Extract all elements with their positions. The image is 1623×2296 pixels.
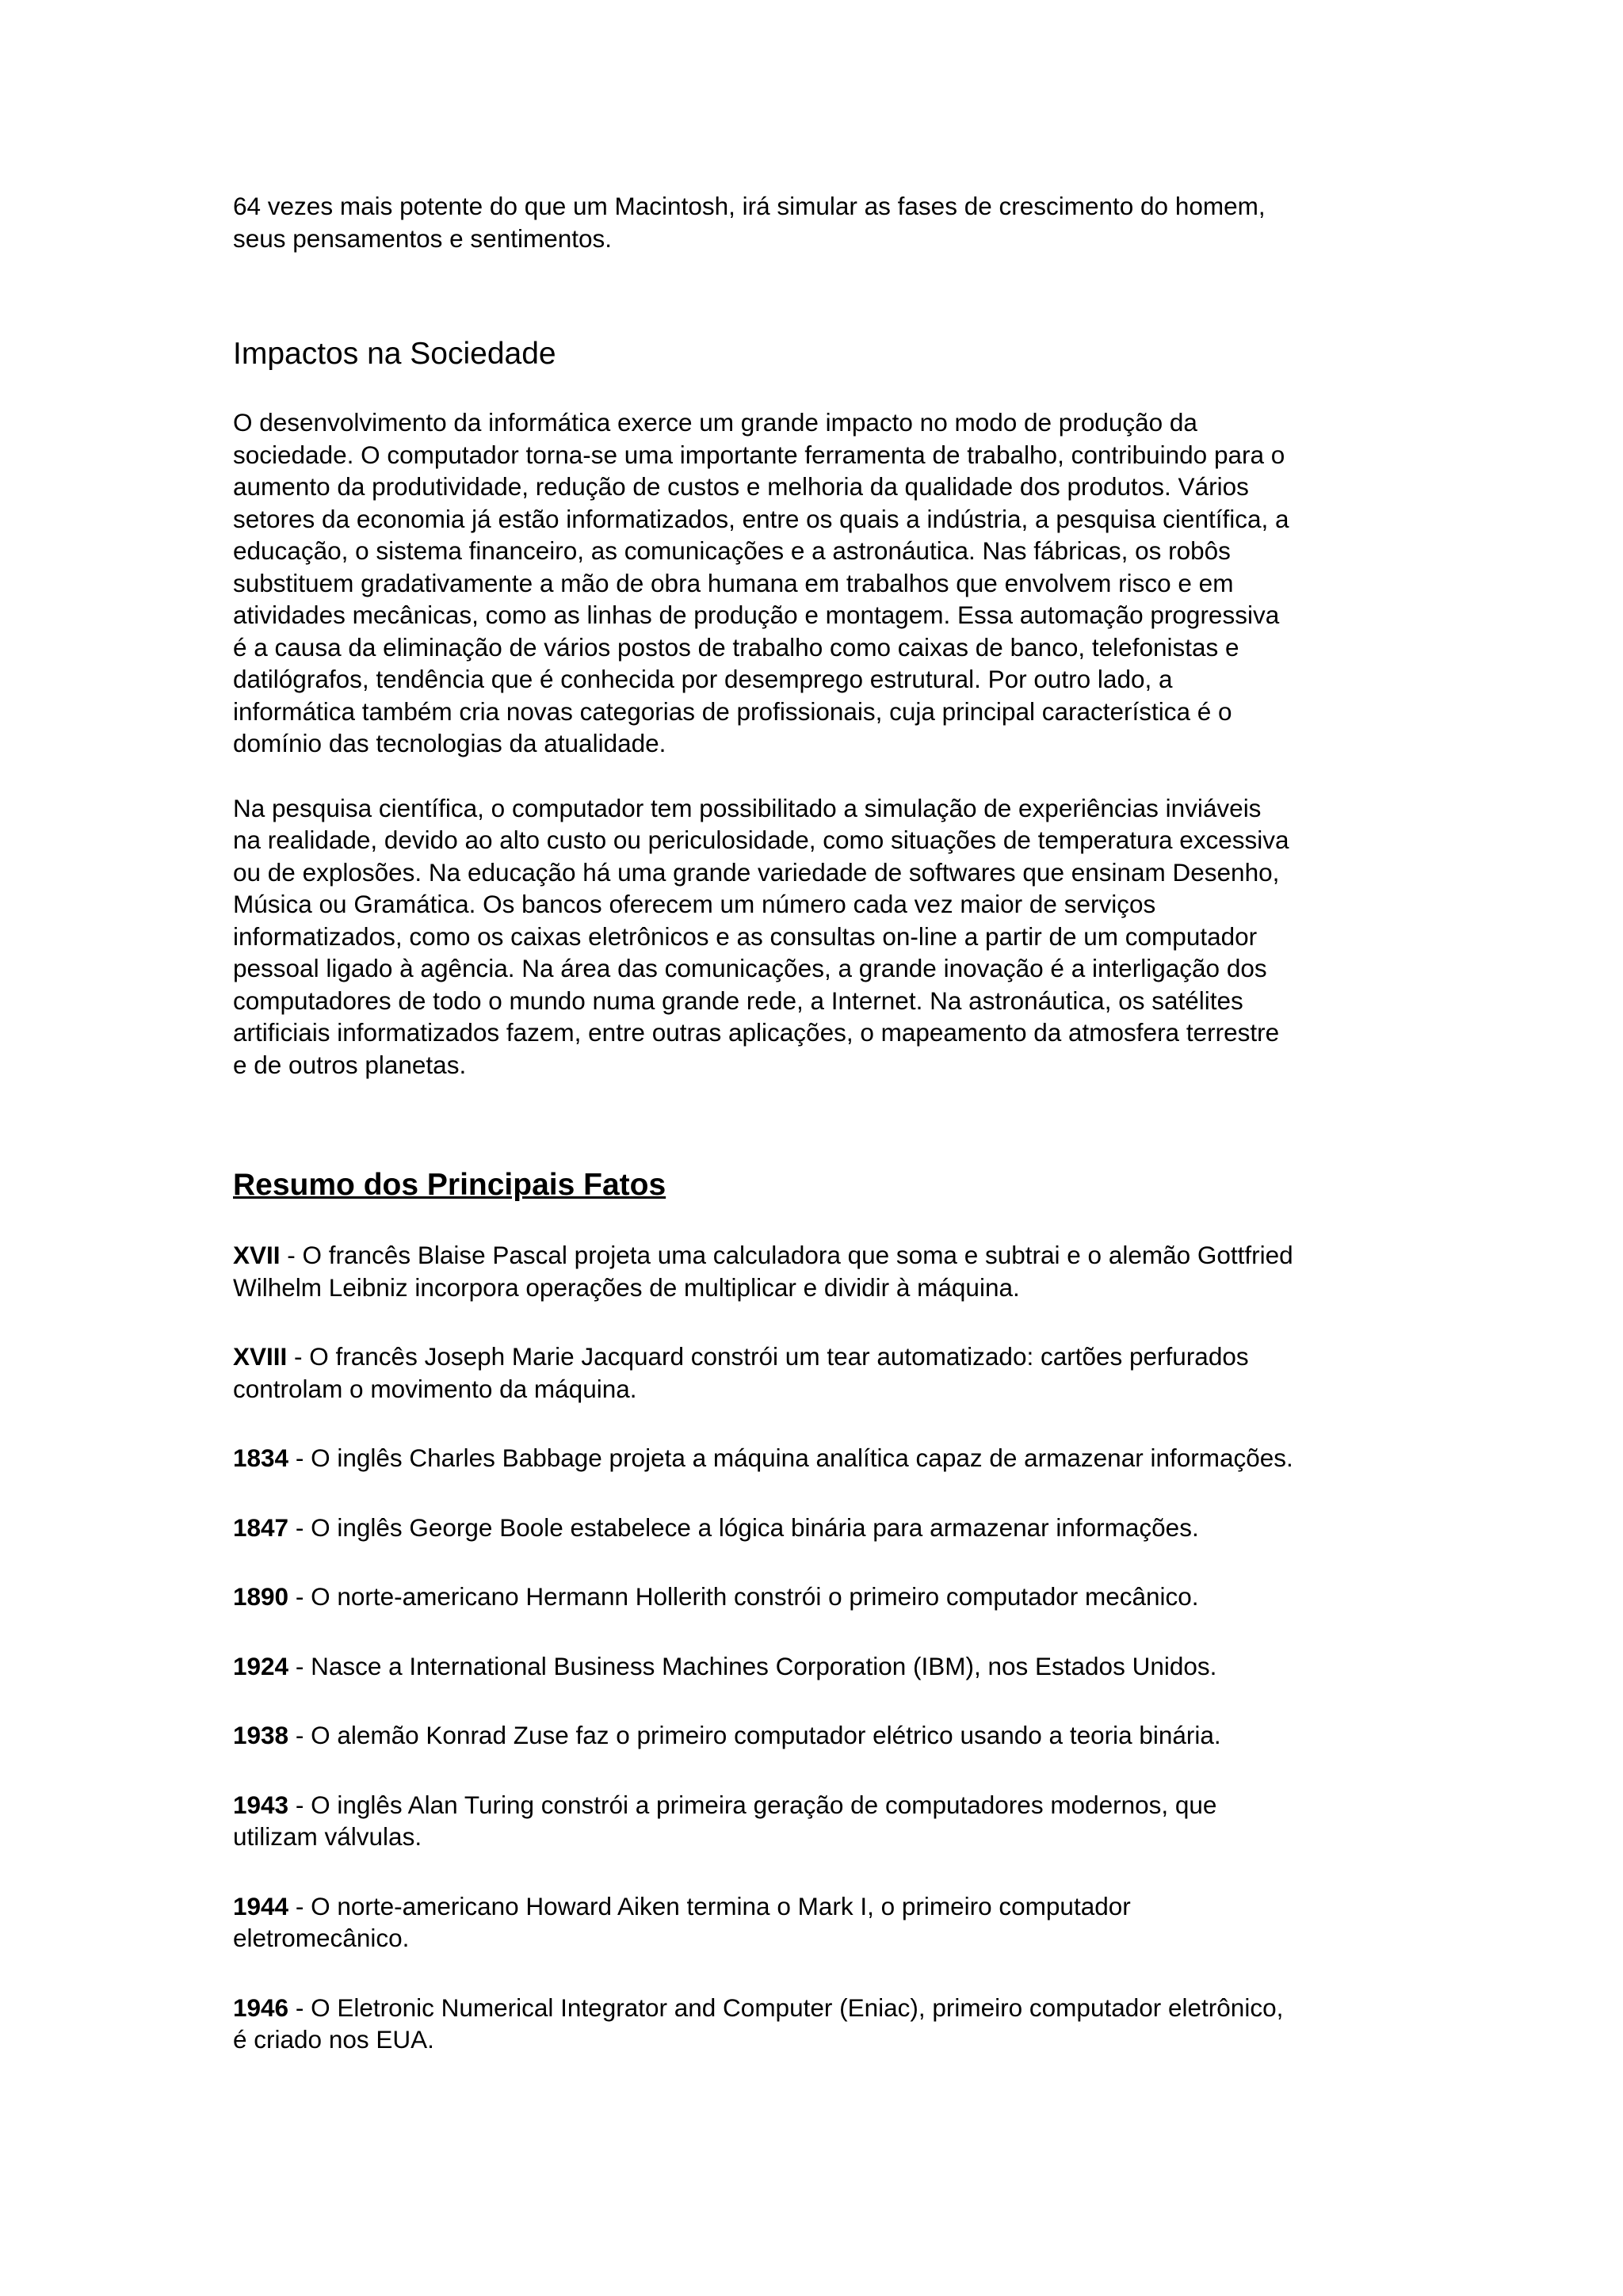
fact-text: - O francês Joseph Marie Jacquard constrói um tear automatizado: cartões perfurados xyxy=(287,1342,1249,1371)
fact-item xyxy=(233,1239,1406,1303)
fact-year: XVII xyxy=(233,1241,281,1269)
fact-year: 1946 xyxy=(233,1993,289,2022)
impactos-paragraph-1 xyxy=(233,406,1406,760)
fact-year: 1924 xyxy=(233,1651,289,1680)
fact-text: - Nasce a International Business Machines Corporation (IBM), nos Estados Unidos. xyxy=(288,1651,1217,1680)
fact-year: 1890 xyxy=(233,1582,289,1611)
fact-item xyxy=(233,1890,1406,1955)
fact-text: - O norte-americano Howard Aiken termina o Mark I, o primeiro computador xyxy=(288,1891,1131,1920)
section-title-resumo: Resumo dos Principais Fatos xyxy=(233,1168,666,1202)
fact-line xyxy=(233,1650,1406,1683)
fact-text: - O inglês George Boole estabelece a lógica binária para armazenar informações. xyxy=(288,1512,1199,1542)
fact-text: - O francês Blaise Pascal projeta uma calculadora que soma e subtrai e o alemão Gottfried xyxy=(280,1241,1293,1269)
paragraph-line: O desenvolvimento da informática exerce um grande impacto no modo de produção da xyxy=(233,408,1197,437)
paragraph-line: Na pesquisa científica, o computador tem possibilitado a simulação de experiências inviáveis xyxy=(233,793,1262,822)
paragraph-line: computadores de todo o mundo numa grande rede, a Internet. Na astronáutica, os satélites xyxy=(233,986,1243,1015)
fact-year: 1938 xyxy=(233,1721,289,1749)
fact-line xyxy=(233,1442,1406,1474)
fact-line xyxy=(233,1719,1406,1752)
paragraph-line: é a causa da eliminação de vários postos de trabalho como caixas de banco, telefonistas e xyxy=(233,632,1239,662)
fact-text: - O inglês Alan Turing constrói a primeira geração de computadores modernos, que xyxy=(288,1790,1217,1819)
intro-line: seus pensamentos e sentimentos. xyxy=(233,223,613,253)
fact-item xyxy=(233,1581,1406,1613)
fact-item xyxy=(233,1992,1406,2056)
fact-line: Wilhelm Leibniz incorpora operações de multiplicar e dividir à máquina. xyxy=(233,1272,1020,1302)
fact-line xyxy=(233,1581,1406,1613)
paragraph-line: ou de explosões. Na educação há uma grande variedade de softwares que ensinam Desenho, xyxy=(233,857,1280,887)
document-page xyxy=(233,190,1406,2056)
fact-line: controlam o movimento da máquina. xyxy=(233,1374,637,1403)
intro-paragraph xyxy=(233,190,1406,254)
fact-year: XVIII xyxy=(233,1342,288,1371)
fact-text: - O Eletronic Numerical Integrator and Computer (Eniac), primeiro computador eletrônico, xyxy=(288,1993,1284,2022)
fact-text: - O inglês Charles Babbage projeta a máquina analítica capaz de armazenar informações. xyxy=(288,1444,1293,1472)
fact-item xyxy=(233,1650,1406,1683)
paragraph-line: atividades mecânicas, como as linhas de produção e montagem. Essa automação progressiva xyxy=(233,601,1280,629)
fact-year: 1834 xyxy=(233,1444,289,1472)
fact-line xyxy=(233,1992,1406,2024)
fact-line: utilizam válvulas. xyxy=(233,1822,422,1851)
fact-line xyxy=(233,1239,1406,1272)
fact-line xyxy=(233,1890,1406,1923)
fact-line xyxy=(233,1341,1406,1373)
paragraph-line: pessoal ligado à agência. Na área das comunicações, a grande inovação é a interligação dos xyxy=(233,954,1267,982)
paragraph-line: informática também cria novas categorias de profissionais, cuja principal característica é o xyxy=(233,696,1232,726)
fact-year: 1847 xyxy=(233,1512,289,1542)
paragraph-line: na realidade, devido ao alto custo ou periculosidade, como situações de temperatura excessiva xyxy=(233,826,1289,854)
paragraph-line: setores da economia já estão informatizados, entre os quais a indústria, a pesquisa científica, a xyxy=(233,504,1289,533)
fact-year: 1944 xyxy=(233,1891,289,1920)
fact-item xyxy=(233,1719,1406,1752)
section-title-impactos: Impactos na Sociedade xyxy=(233,337,556,371)
fact-item xyxy=(233,1341,1406,1405)
paragraph-line: substituem gradativamente a mão de obra humana em trabalhos que envolvem risco e em xyxy=(233,568,1234,597)
paragraph-line: Música ou Gramática. Os bancos oferecem um número cada vez maior de serviços xyxy=(233,890,1156,918)
paragraph-line: sociedade. O computador torna-se uma importante ferramenta de trabalho, contribuindo para o xyxy=(233,440,1285,469)
fact-text: - O norte-americano Hermann Hollerith constrói o primeiro computador mecânico. xyxy=(288,1582,1199,1611)
impactos-paragraph-2 xyxy=(233,792,1406,1081)
paragraph-line: domínio das tecnologias da atualidade. xyxy=(233,729,666,757)
intro-line: 64 vezes mais potente do que um Macintosh, irá simular as fases de crescimento do homem, xyxy=(233,192,1266,220)
fact-line: é criado nos EUA. xyxy=(233,2025,434,2054)
fact-line: eletromecânico. xyxy=(233,1924,410,1952)
paragraph-line: e de outros planetas. xyxy=(233,1050,467,1079)
fact-line xyxy=(233,1512,1406,1544)
paragraph-line: artificiais informatizados fazem, entre outras aplicações, o mapeamento da atmosfera terrestre xyxy=(233,1018,1280,1047)
fact-item xyxy=(233,1512,1406,1544)
paragraph-line: datilógrafos, tendência que é conhecida por desemprego estrutural. Por outro lado, a xyxy=(233,665,1173,693)
fact-text: - O alemão Konrad Zuse faz o primeiro computador elétrico usando a teoria binária. xyxy=(288,1721,1221,1749)
facts-list xyxy=(233,1239,1406,2056)
paragraph-line: informatizados, como os caixas eletrônicos e as consultas on-line a partir de um computador xyxy=(233,921,1258,951)
fact-item xyxy=(233,1442,1406,1474)
fact-line xyxy=(233,1789,1406,1821)
fact-item xyxy=(233,1789,1406,1853)
paragraph-line: aumento da produtividade, redução de custos e melhoria da qualidade dos produtos. Vários xyxy=(233,472,1249,501)
fact-year: 1943 xyxy=(233,1790,289,1819)
paragraph-line: educação, o sistema financeiro, as comunicações e a astronáutica. Nas fábricas, os robôs xyxy=(233,536,1231,565)
